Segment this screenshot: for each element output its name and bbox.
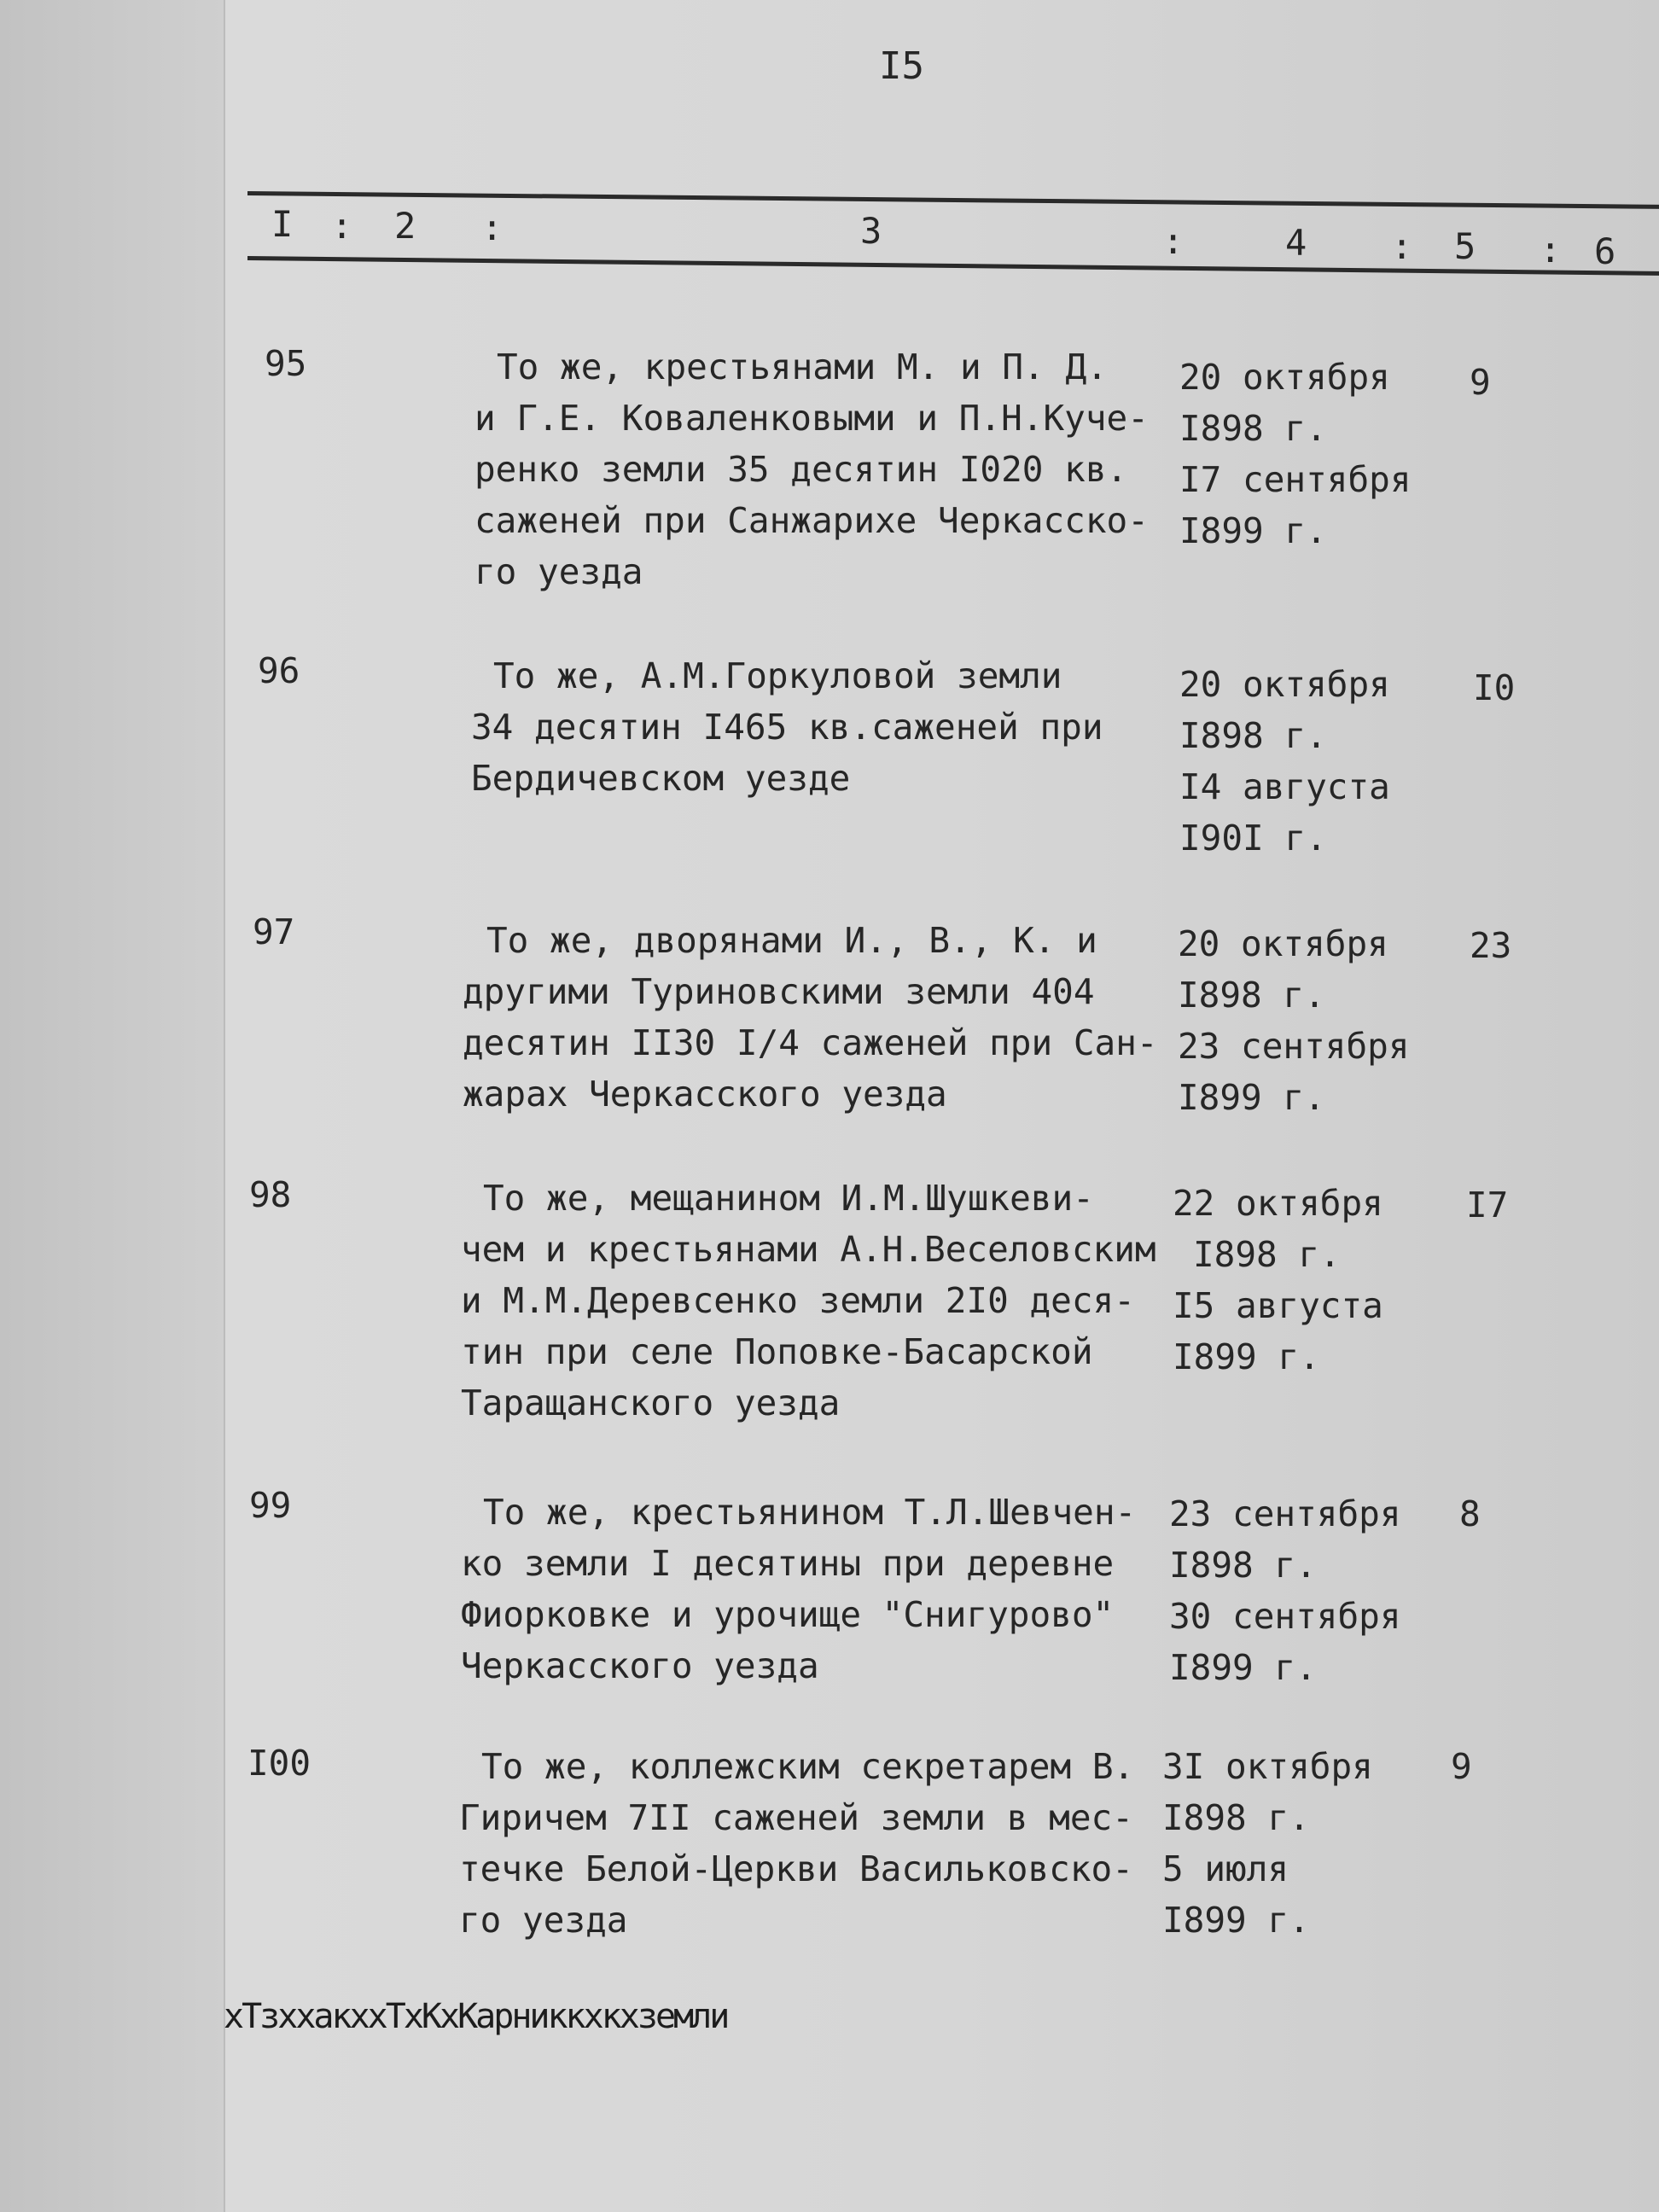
row-sheet-count: 23 [1470,925,1512,966]
row-description-line: го уезда [459,1900,628,1941]
row-date-line: I898 г. [1179,408,1327,449]
row-description-line: Черкасского уезда [461,1645,819,1686]
row-description-line: То же, дворянами И., В., К. и [486,920,1097,961]
row-description-line: 34 десятин I465 кв.саженей при [471,707,1103,748]
row-description-line: жарах Черкасского уезда [463,1074,947,1115]
row-date-line: I898 г. [1193,1234,1341,1275]
row-description-line: течке Белой-Церкви Васильковско- [459,1848,1133,1889]
row-description-line: и Г.Е. Коваленковыми и П.Н.Куче- [474,398,1149,439]
row-date-line: 23 сентября [1169,1493,1401,1534]
row-description-line: То же, А.М.Горкуловой земли [493,655,1062,696]
row-description-line: То же, крестьянином Т.Л.Шевчен- [483,1492,1137,1533]
header-bottom-rule [247,256,1659,276]
row-sheet-count: 9 [1470,362,1491,403]
row-date-line: I5 августа [1173,1285,1383,1326]
row-date-line: I7 сентября [1179,459,1412,500]
row-description-line: и М.М.Деревсенко земли 2I0 деся- [461,1280,1135,1321]
column-separator: : [331,205,353,247]
page-number: I5 [879,44,924,88]
column-header-1: I [271,203,294,245]
row-date-line: 5 июля [1162,1848,1289,1889]
column-separator: : [1391,225,1413,267]
row-number: 95 [265,343,307,384]
row-description-line: Фиорковке и урочище "Снигурово" [461,1594,1115,1635]
row-sheet-count: 9 [1451,1746,1472,1787]
row-description-line: десятин II30 I/4 саженей при Сан- [463,1022,1158,1063]
struck-out-typed-line: хТзххакххТхКхКарниккхкхземли [224,1997,728,2036]
row-date-line: I4 августа [1179,766,1390,807]
row-date-line: 22 октября [1173,1183,1383,1224]
row-date-line: I899 г. [1179,510,1327,551]
row-date-line: I90I г. [1179,818,1327,859]
column-header-3: 3 [860,210,882,252]
row-sheet-count: I7 [1466,1185,1509,1225]
row-description-line: Бердичевском уезде [471,758,851,799]
row-description-line: ренко земли 35 десятин I020 кв. [474,449,1128,490]
row-date-line: I898 г. [1178,975,1325,1016]
row-description-line: ко земли I десятины при деревне [461,1543,1115,1584]
row-date-line: I899 г. [1173,1336,1320,1377]
row-date-line: I898 г. [1179,715,1327,756]
row-number: 98 [249,1174,292,1215]
row-description-line: То же, мещанином И.М.Шушкеви- [483,1178,1094,1219]
column-header-6: 6 [1594,230,1616,272]
row-date-line: I899 г. [1178,1077,1325,1118]
row-number: I00 [247,1743,311,1784]
row-date-line: 30 сентября [1169,1596,1401,1637]
row-description-line: чем и крестьянами А.Н.Веселовским [461,1229,1156,1270]
column-separator: : [1540,229,1562,271]
row-number: 97 [253,911,295,952]
row-description-line: То же, коллежским секретарем В. [481,1746,1135,1787]
column-header-4: 4 [1285,222,1307,264]
row-date-line: 3I октября [1162,1746,1373,1787]
row-date-line: 20 октября [1179,357,1390,398]
header-top-rule [247,191,1659,209]
row-date-line: 20 октября [1179,664,1390,705]
column-header-5: 5 [1454,225,1476,267]
row-description-line: Таращанского уезда [461,1382,841,1423]
row-date-line: I898 г. [1169,1545,1317,1586]
row-date-line: 23 сентября [1178,1026,1410,1067]
row-description-line: саженей при Санжарихе Черкасско- [474,500,1149,541]
row-sheet-count: 8 [1459,1493,1481,1534]
row-description-line: другими Туриновскими земли 404 [463,971,1095,1012]
row-date-line: 20 октября [1178,923,1388,964]
row-date-line: I899 г. [1162,1900,1310,1941]
column-separator: : [481,207,504,248]
row-description-line: То же, крестьянами М. и П. Д. [497,346,1108,387]
row-number: 96 [258,650,300,691]
row-description-line: Гиричем 7II саженей земли в мес- [459,1797,1133,1838]
row-description-line: тин при селе Поповке-Басарской [461,1331,1093,1372]
binding-edge [0,0,225,2212]
row-number: 99 [249,1485,292,1526]
row-date-line: I898 г. [1162,1797,1310,1838]
column-header-2: 2 [394,205,416,247]
row-description-line: го уезда [474,551,643,592]
row-sheet-count: I0 [1473,667,1516,708]
column-separator: : [1162,220,1185,262]
row-date-line: I899 г. [1169,1647,1317,1688]
